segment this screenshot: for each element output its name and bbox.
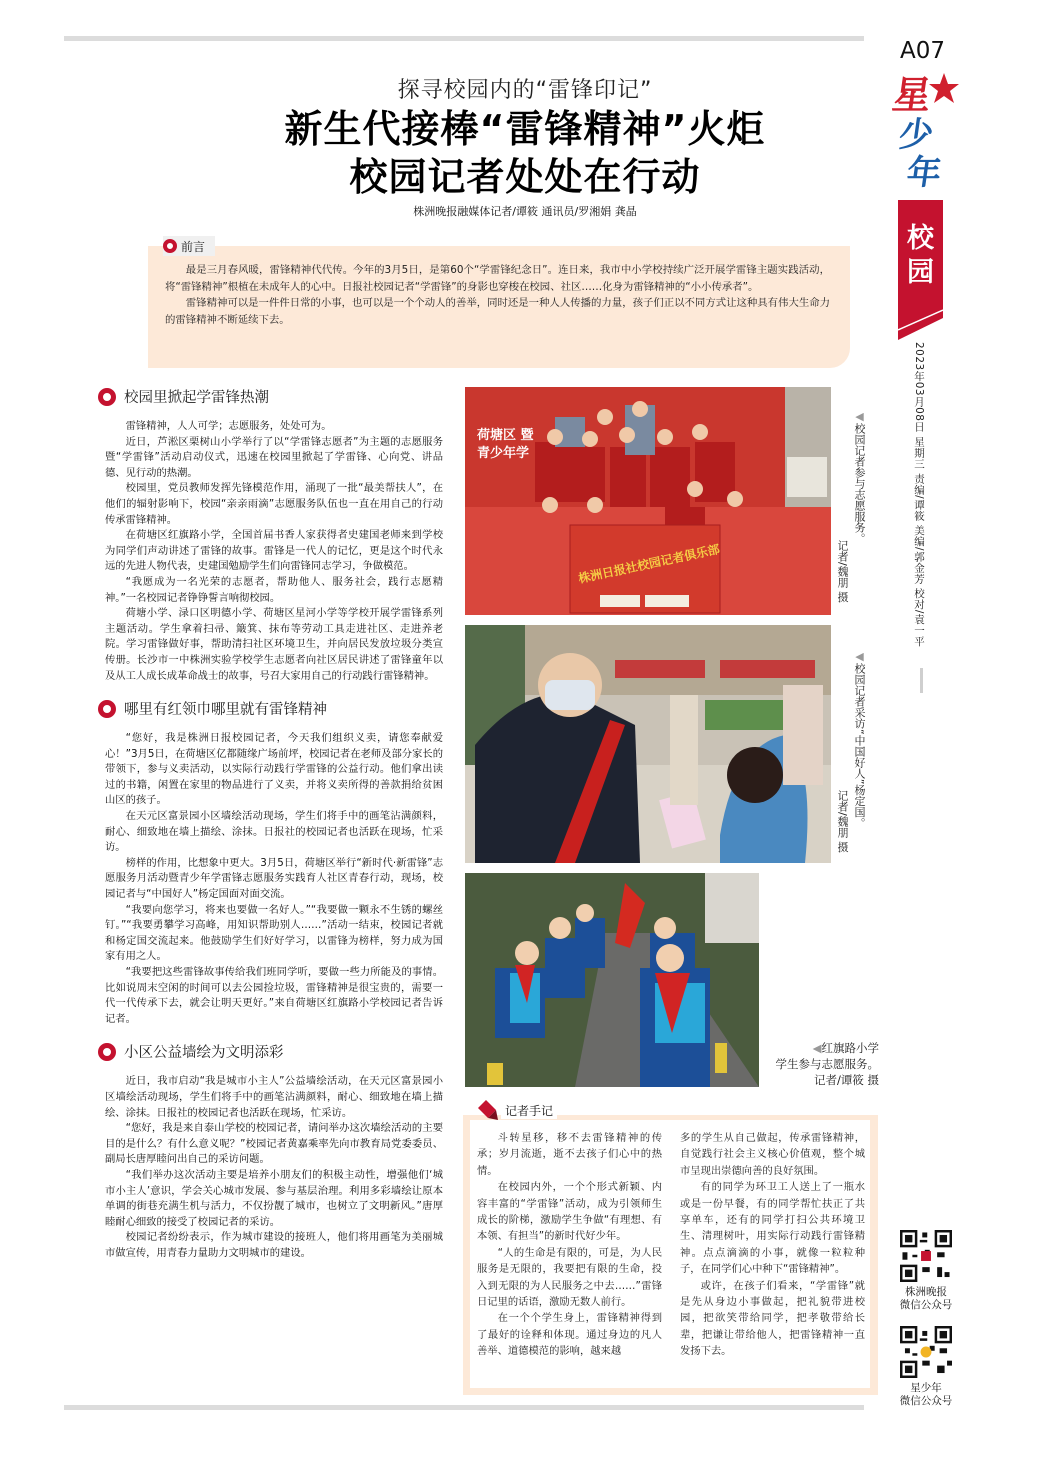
brand-logo-char: 少 <box>896 115 936 155</box>
body-paragraph: 在天元区富景园小区墙绘活动现场，学生们将手中的画笔沾满颜料，耐心、细致地在墙上描绘、涂抹。日报社的校园记者也活跃在现场，忙采访。 <box>105 810 443 854</box>
notes-paragraph: 斗转星移，移不去雷锋精神的传承；岁月流逝，逝不去孩子们心中的热情。 <box>477 1132 662 1177</box>
section-heading <box>98 698 443 719</box>
caption-arrow-icon: ◀ <box>853 410 866 423</box>
body-paragraph: “我们举办这次活动主要是培养小朋友们的积极主动性，增强他们‘城市小主人’意识，学会关心城市发展、参与基层治理。利用多彩墙绘让原本单调的街巷充满生机与活力，不仅扮靓了城市，也树立了文明新风。”唐厚睦耐心细致的接受了校园记者的采访。 <box>105 1168 443 1228</box>
notes-paragraph: 在校园内外，一个个形式新颖、内容丰富的“学雷锋”活动，成为引领师生成长的阶梯，激励学生争做“有理想、有本领、有担当”的新时代好少年。 <box>477 1181 662 1243</box>
body-paragraph: 雷锋精神，人人可学；志愿服务，处处可为。 <box>125 420 332 432</box>
photo-credit: 记者/魏朋 摄 <box>836 790 849 853</box>
headline-line-1: 新生代接棒“雷锋精神”火炬 <box>284 107 766 151</box>
ring-icon <box>98 388 116 406</box>
caption-arrow-icon: ◀ <box>853 650 866 663</box>
section-heading <box>98 386 443 407</box>
preface-body <box>165 262 830 328</box>
ring-icon <box>163 239 177 253</box>
body-paragraph: “您好，我是株洲日报校园记者，今天我们组织义卖，请您奉献爱心！”3月5日，在荷塘区亿都随缘广场前坪，校园记者在老师及部分家长的带领下，参与义卖活动，以实际行动践行学雷锋的公益行动。他们拿出读过的书籍，闲置在家里的物品进行了义卖，并将义卖所得的善款捐给贫困山区的孩子。 <box>105 732 443 807</box>
caption-text: 校园记者采访“中国好人”杨定国。 <box>853 663 866 829</box>
qr-label: 微信公众号 <box>899 1395 953 1407</box>
qr-code-icon[interactable] <box>900 1326 952 1378</box>
ring-icon <box>98 1043 116 1061</box>
qr-label: 株洲晚报 <box>905 1286 947 1298</box>
caption-text: 校园记者参与志愿服务。 <box>853 423 866 544</box>
notes-paragraph: 多的学生从自己做起，传承雷锋精神，自觉践行社会主义核心价值观，整个城市呈现出崇德向善的良好氛围。 <box>680 1132 865 1177</box>
body-paragraph: 荷塘小学、渌口区明德小学、荷塘区星河小学等学校开展学雷锋系列主题活动。学生拿着扫帚、簸箕、抹布等劳动工具走进社区、走进养老院。学习雷锋做好事，帮助清扫社区环境卫生，并向居民发放垃圾分类宣传册。长沙市一中株洲实验学校学生志愿者向社区居民讲述了雷锋童年以及从工人成长成革命战士的故事，号召大家用自己的行动践行雷锋精神。 <box>105 607 443 682</box>
photo-caption <box>763 1040 879 1088</box>
section-body <box>105 731 443 1027</box>
body-paragraph: “您好，我是来自泰山学校的校园记者，请问举办这次墙绘活动的主要目的是什么？有什么意义呢？”校园记者黄嘉乘率先向市教育局党委委员、副局长唐厚睦问出自己的采访问题。 <box>105 1122 443 1166</box>
qr-block <box>893 1230 959 1312</box>
notes-column-1 <box>477 1130 662 1360</box>
preface-paragraph: 雷锋精神可以是一件件日常的小事，也可以是一个个动人的善举，同时还是一种人人传播的力量，孩子们正以不同方式让这种具有伟大生命力的雷锋精神不断延续下去。 <box>165 297 831 326</box>
preface-tag <box>163 236 215 256</box>
bottom-rule <box>64 1405 864 1410</box>
body-paragraph: “我愿成为一名光荣的志愿者，帮助他人、服务社会，践行志愿精神。”一名校园记者铮铮誓言响彻校园。 <box>105 575 443 604</box>
top-rule <box>64 36 864 41</box>
headline-line-2: 校园记者处处在行动 <box>349 155 701 199</box>
section-title: 哪里有红领巾哪里就有雷锋精神 <box>124 702 327 719</box>
section-tab <box>898 200 943 340</box>
body-paragraph: 校园里，党员教师发挥先锋模范作用，涌现了一批“最美帮扶人”，在他们的辐射影响下，校园“亲亲雨滴”志愿服务队伍也一直在用自己的行动传承雷锋精神。 <box>105 482 443 526</box>
caption-text: 学生参与志愿服务。 <box>775 1057 879 1071</box>
notes-paragraph: 在一个个学生身上，雷锋精神得到了最好的诠释和体现。通过身边的凡人善举、道德模范的影响，越来越 <box>477 1312 662 1358</box>
brand-logo-char: 星 <box>889 73 935 117</box>
body-paragraph: 近日，芦淞区栗树山小学举行了以“学雷锋志愿者”为主题的志愿服务暨“学雷锋”活动启动仪式，迅速在校园里掀起了学雷锋、心向党、讲品德、见行动的热潮。 <box>105 435 443 479</box>
body-paragraph: 在荷塘区红旗路小学，全国首届书香人家获得者史建国老师来到学校为同学们声动讲述了雷锋的故事。雷锋是一代人的记忆，更是这个时代永远的先进人物代表，史建国勉励学生们向雷锋同志学习，争做模范。 <box>105 529 443 573</box>
preface-label: 前言 <box>181 239 206 254</box>
photo-caption <box>853 410 866 544</box>
side-rule <box>920 668 923 693</box>
article-kicker: 探寻校园内的“雷锋印记” <box>397 78 653 103</box>
backdrop-text: 荷塘区 暨青少年学 <box>477 428 534 461</box>
photo-caption <box>853 650 866 828</box>
article-headline <box>200 105 850 201</box>
photo-interview <box>465 625 831 863</box>
body-paragraph: “我要把这些雷锋故事传给我们班同学听，要做一些力所能及的事情。比如说周末空闲的时间可以去公园捡垃圾，雷锋精神是很宝贵的，需要一代一代传承下去，就会让明天更好。”来自荷塘区红旗路小学校园记者告诉记者。 <box>105 966 443 1025</box>
photo-credit: 记者/谭筱 摄 <box>813 1073 879 1087</box>
caption-arrow-icon: ◀ <box>812 1041 822 1055</box>
page-number: A07 <box>900 38 946 64</box>
notes-paragraph: 或许，在孩子们看来，“学雷锋”就是先从身边小事做起，把礼貌带进校园，把欲笑带给同学，把孝敬带给长辈，把谦让带给他人，把雷锋精神一直发扬下去。 <box>680 1279 865 1358</box>
body-paragraph: 近日，我市启动“我是城市小主人”公益墙绘活动，在天元区富景园小区墙绘活动现场，学生们将手中的画笔沾满颜料，耐心、细致地在墙上描绘、涂抹。日报社的校园记者也活跃在现场，忙采访。 <box>105 1075 443 1119</box>
caption-text: 红旗路小学 <box>821 1041 879 1055</box>
body-paragraph: 榜样的作用，比想象中更大。3月5日，荷塘区举行“新时代·新雷锋”志愿服务月活动暨青少年学雷锋志愿服务实践育人社区青春行动，现场，校园记者与“中国好人”杨定国面对面交流。 <box>105 856 443 901</box>
banner-text: 株洲日报社校园记者俱乐部 <box>577 542 722 586</box>
photo-volunteers-group <box>465 387 831 615</box>
section-heading <box>98 1041 443 1062</box>
photo-students-walking <box>465 873 759 1087</box>
body-paragraph: “我要向您学习，将来也要做一名好人。”“我要做一颗永不生锈的螺丝钉。”“我要勇攀学习高峰，用知识帮助别人……”活动一结束，校园记者就和杨定国交流起来。他鼓励学生们好好学习，以雷锋为榜样，努力成为国家有用之人。 <box>105 903 443 963</box>
pen-icon <box>476 1100 498 1120</box>
article-byline: 株洲晚报融媒体记者/谭筱 通讯员/罗湘娟 龚晶 <box>413 205 637 218</box>
preface-paragraph: 最是三月春风暖，雷锋精神代代传。今年的3月5日，是第60个“学雷锋纪念日”。连日来，我市中小学校持续广泛开展学雷锋主题实践活动，将“雷锋精神”根植在未成年人的心中。日报社校园记者“学雷锋”的身影也穿梭在校园、社区……化身为雷锋精神的“小小传承者”。 <box>165 264 830 293</box>
brand-logo-text <box>889 72 959 196</box>
notes-column-2 <box>680 1130 865 1360</box>
section-body <box>105 419 443 684</box>
ring-icon <box>98 700 116 718</box>
section-label: 校园 <box>907 223 934 288</box>
qr-block <box>893 1326 959 1408</box>
section-title: 校园里掀起学雷锋热潮 <box>124 390 269 406</box>
qr-code-icon[interactable] <box>900 1230 952 1282</box>
notes-paragraph: 有的同学为环卫工人送上了一瓶水或是一份早餐，有的同学帮忙扶正了共享单车，还有的同学打扫公共环境卫生、清理树叶，用实际行动践行雷锋精神。点点滴滴的小事，就像一粒粒种子，在同学们心中种下“雷锋精神”。 <box>680 1181 865 1276</box>
body-paragraph: 校园记者纷纷表示，作为城市建设的接班人，他们将用画笔为美丽城市做宣传，用青春力量助力文明城市的建设。 <box>105 1231 443 1259</box>
notes-label: 记者手记 <box>501 1102 557 1119</box>
main-column <box>98 386 443 1262</box>
date-editor-info: 2023年03月08日 星期三 责编/谭筱 美编/郭金芳 校对/袁一平 <box>913 342 925 647</box>
brand-logo-char: 年 <box>904 153 944 193</box>
qr-label: 星少年 <box>910 1382 942 1394</box>
notes-tag <box>476 1100 557 1120</box>
qr-label: 微信公众号 <box>899 1299 953 1311</box>
section-title: 小区公益墙绘为文明添彩 <box>124 1045 284 1062</box>
photo-credit: 记者/魏朋 摄 <box>836 540 849 603</box>
brand-logo <box>889 72 959 196</box>
section-body <box>105 1074 443 1261</box>
notes-paragraph: “人的生命是有限的，可是，为人民服务是无限的，我要把有限的生命，投入到无限的为人民服务之中去……”雷锋日记里的话语，激励无数人前行。 <box>477 1246 662 1309</box>
